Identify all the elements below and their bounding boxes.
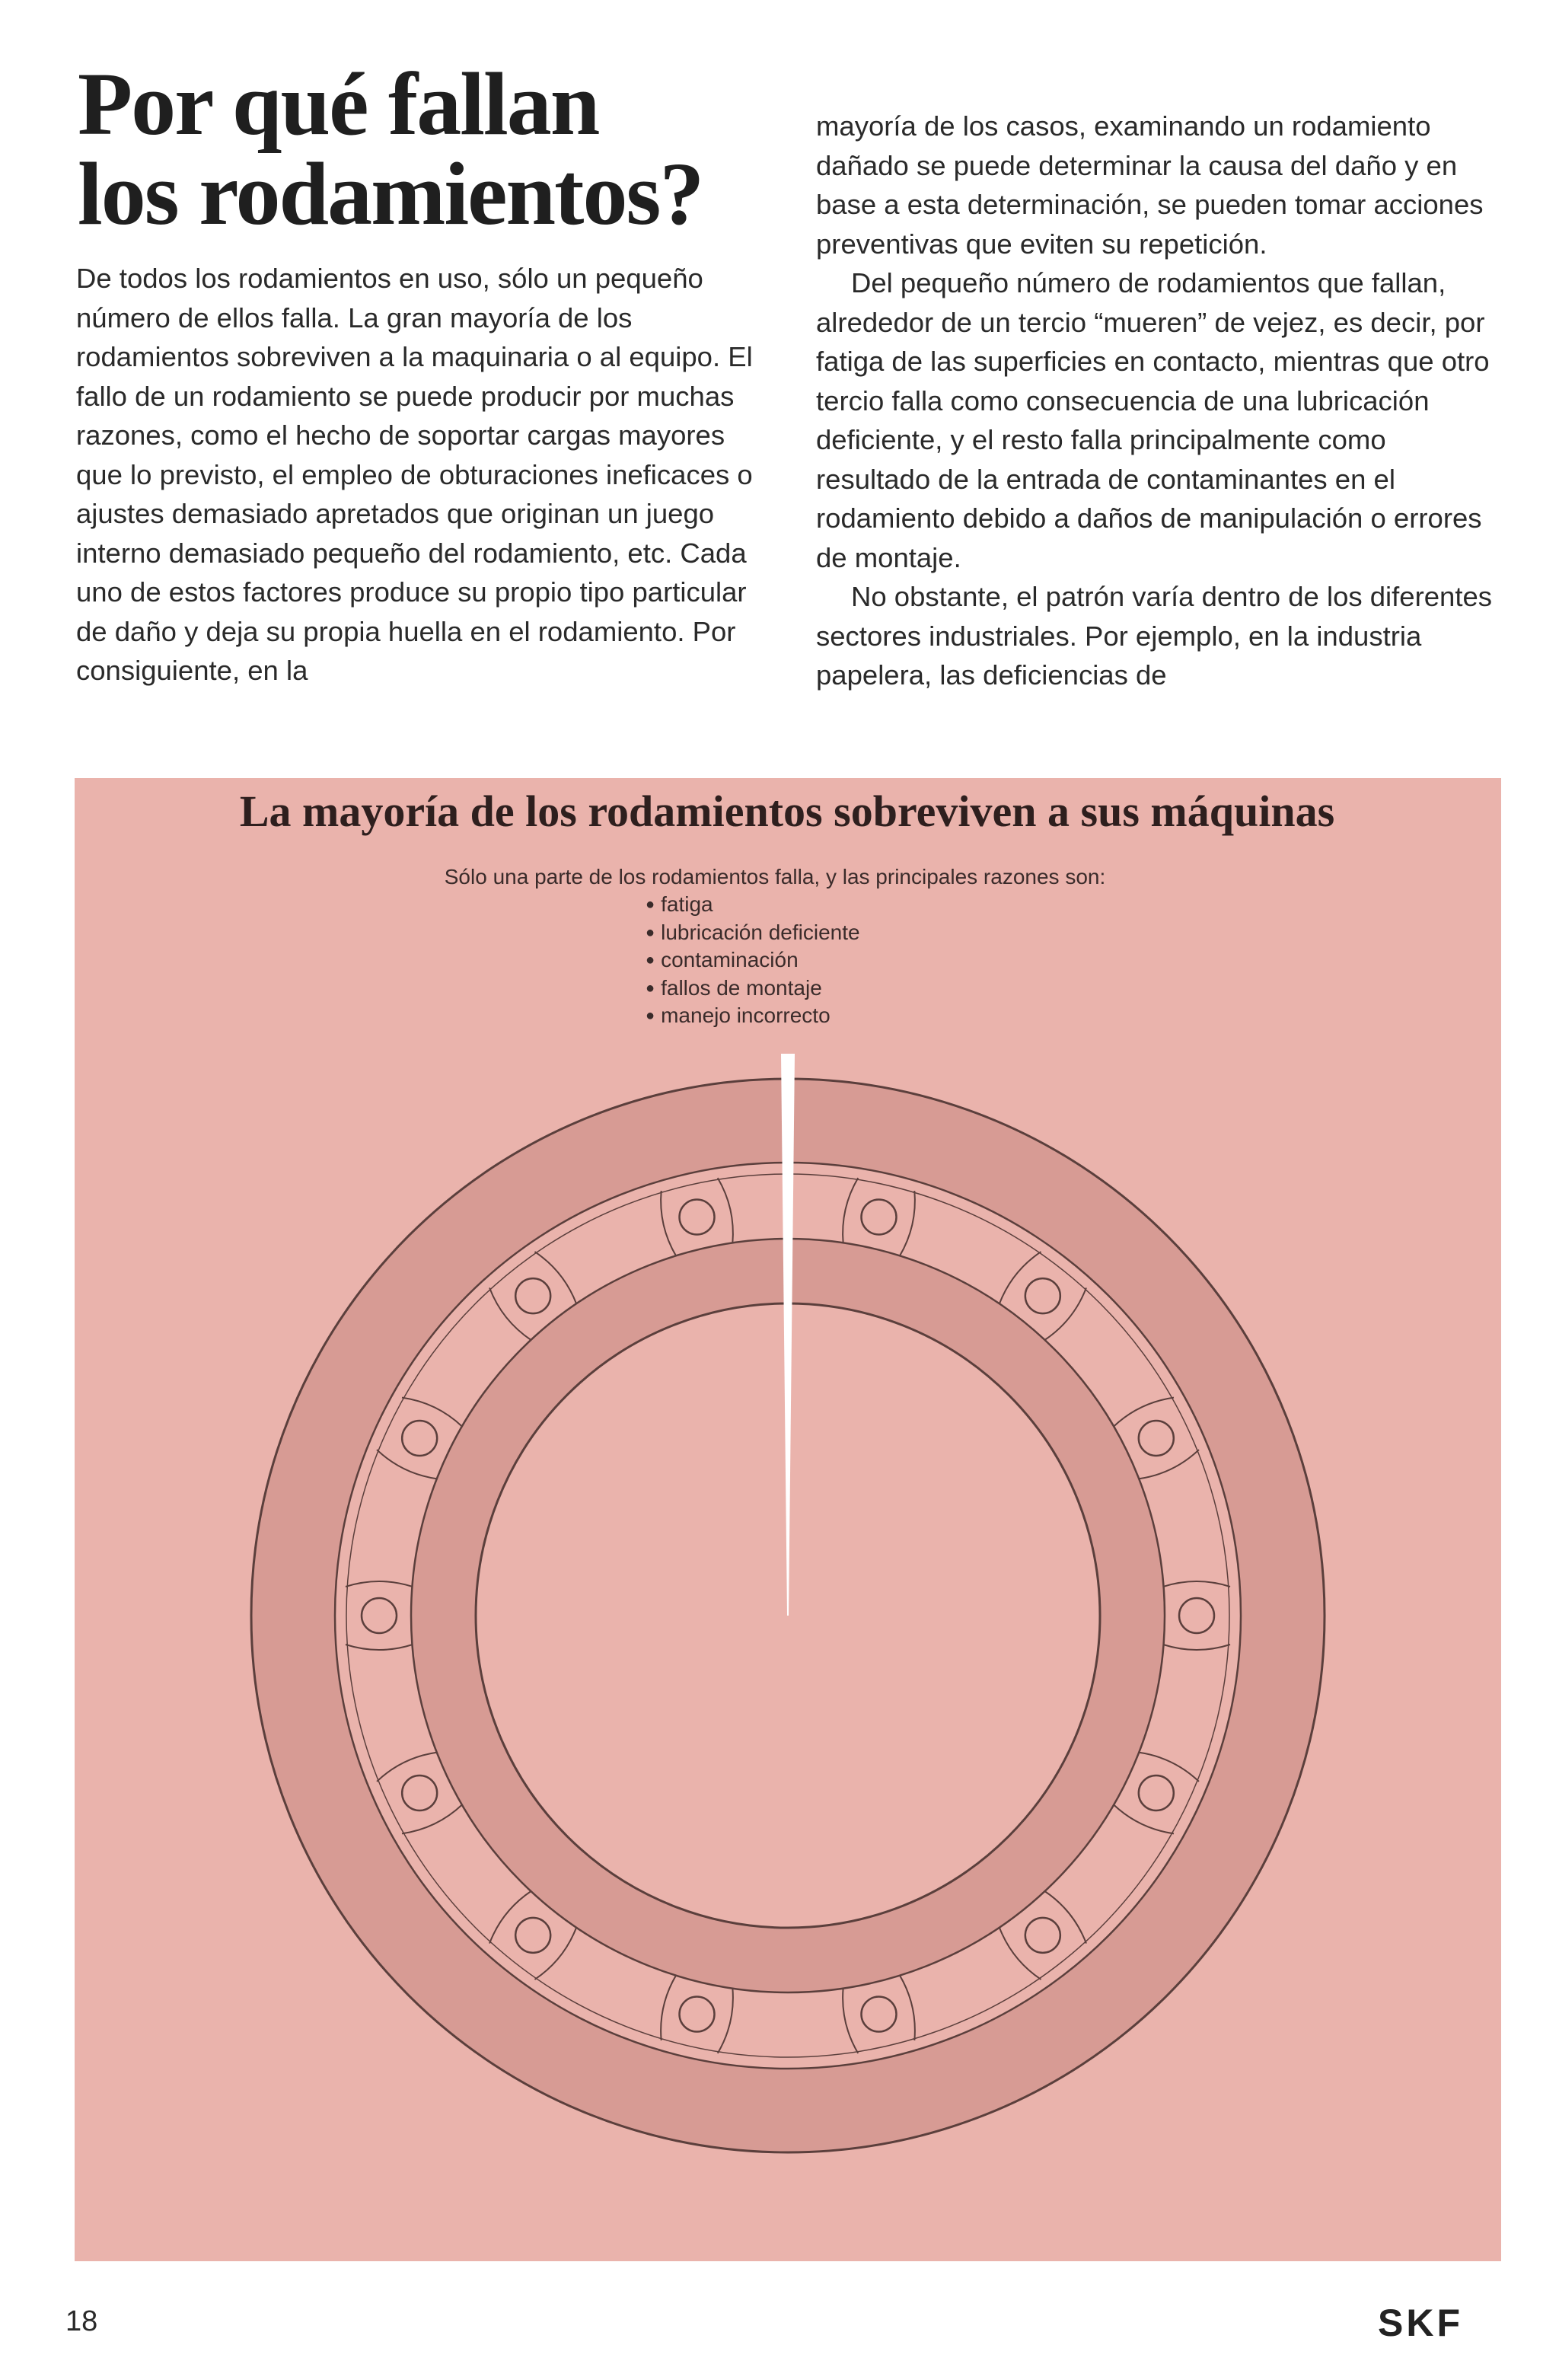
ball xyxy=(362,1598,397,1633)
left-paragraph: De todos los rodamientos en uso, sólo un pequeño número de ellos falla. La gran mayoría de los rodamientos sobreviven a la maquinaria o al equipo. El fallo de un rodamiento se puede producir por muchas razones, como el hecho de soportar cargas mayores que lo previsto, el empleo de obturaciones ineficaces o ajustes demasiado apretados que originan un juego interno demasiado pequeño del rodamiento, etc. Cada uno de estos factores produce su propio tipo particular de daño y deja su propia huella en el rodamiento. Por consiguiente, en la xyxy=(76,263,753,686)
skf-logo: SKF xyxy=(1378,2302,1463,2344)
ball xyxy=(1139,1775,1174,1811)
ball xyxy=(1179,1598,1214,1633)
figure-intro: Sólo una parte de los rodamientos falla, y las principales razones son: xyxy=(444,865,1106,889)
reason-item: ● manejo incorrecto xyxy=(646,1002,860,1030)
ball xyxy=(402,1421,437,1456)
title-line-2: los rodamientos? xyxy=(78,144,703,244)
reason-item: ● fallos de montaje xyxy=(646,975,860,1003)
right-column xyxy=(816,107,1501,695)
right-paragraph-2: Del pequeño número de rodamientos que fallan, alrededor de un tercio “mueren” de vejez, es decir, por fatiga de las superficies en contacto, mientras que otro tercio falla como consecuencia de una lubricación deficiente, y el resto falla principalmente como resultado de la entrada de contaminantes en el rodamiento debido a daños de manipulación o errores de montaje. xyxy=(816,267,1490,573)
ball xyxy=(861,1199,896,1234)
ball xyxy=(680,1997,715,2032)
left-column xyxy=(76,259,761,691)
ball xyxy=(861,1997,896,2032)
reason-item: ● fatiga xyxy=(646,891,860,919)
right-paragraph-1: mayoría de los casos, examinando un rodamiento dañado se puede determinar la causa del daño y en base a esta determinación, se pueden tomar acciones preventivas que eviten su repetición. xyxy=(816,110,1484,260)
ball xyxy=(515,1918,550,1953)
ball xyxy=(1139,1421,1174,1456)
ball xyxy=(515,1278,550,1313)
ball xyxy=(1025,1918,1060,1953)
right-paragraph-3: No obstante, el patrón varía dentro de los diferentes sectores industriales. Por ejemplo, en la industria papelera, las deficiencias de xyxy=(816,581,1493,691)
reason-item: ● lubricación deficiente xyxy=(646,919,860,947)
ball xyxy=(680,1199,715,1234)
page-number: 18 xyxy=(65,2305,98,2337)
figure-title: La mayoría de los rodamientos sobreviven a sus máquinas xyxy=(239,786,1335,836)
ball xyxy=(1025,1278,1060,1313)
bearing-drawing xyxy=(251,1054,1325,2152)
reasons-list xyxy=(646,891,860,1030)
title-line-1: Por qué fallan xyxy=(78,54,599,154)
reason-item: ● contaminación xyxy=(646,946,860,975)
ball xyxy=(402,1775,437,1811)
page-title xyxy=(78,54,763,244)
